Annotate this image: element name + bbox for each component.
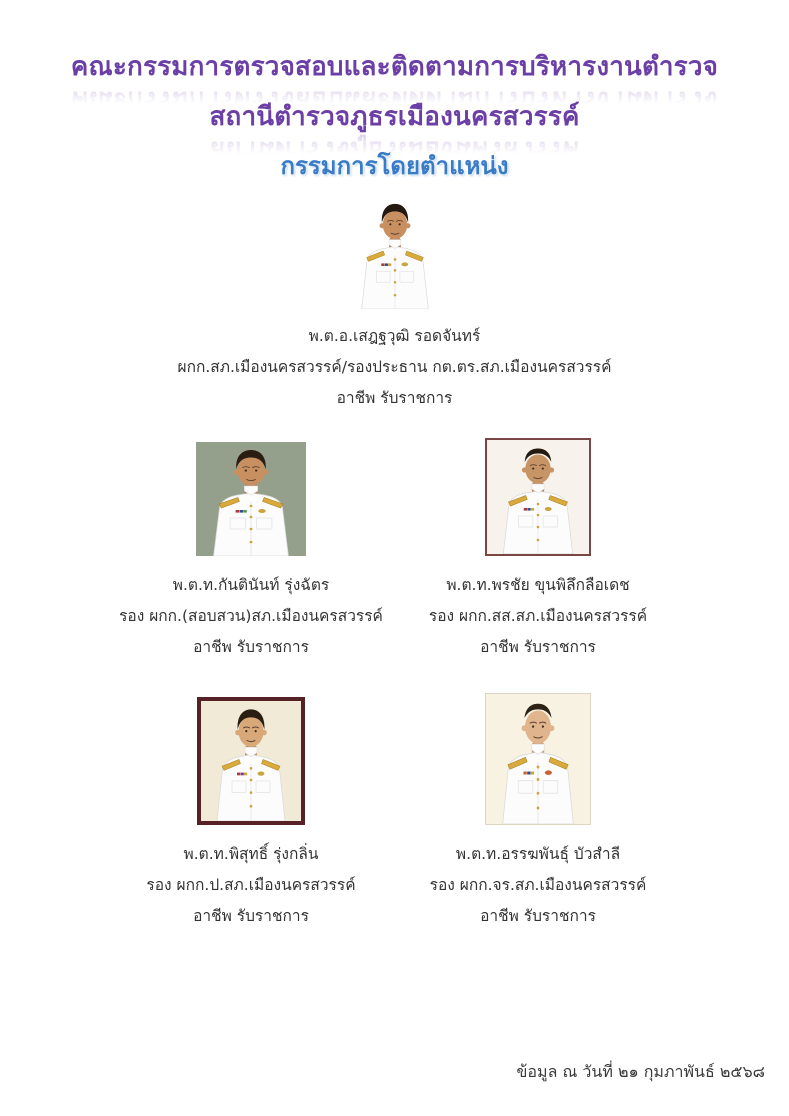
footer-note: ข้อมูล ณ วันที่ ๒๑ กุมภาพันธ์ ๒๕๖๘ (516, 1062, 765, 1081)
officer-portrait-image (346, 196, 444, 309)
member-occupation: อาชีพ รับราชการ (193, 638, 309, 656)
officer-portrait-image (201, 701, 301, 821)
officer-portrait-image (487, 440, 589, 554)
member-photo (197, 697, 305, 825)
members-row-1 (0, 438, 789, 663)
section-subtitle: กรรมการโดยตำแหน่ง (280, 152, 509, 180)
title-line-2: สถานีตำรวจภูธรเมืองนครสวรรค์ สถานีตำรวจภูธรเมืองนครสวรรค์ (0, 100, 789, 134)
member-occupation: อาชีพ รับราชการ (480, 907, 596, 925)
chairman-occupation: อาชีพ รับราชการ (336, 389, 453, 407)
member-card (108, 693, 395, 932)
officer-portrait-image (486, 694, 590, 824)
member-photo (196, 442, 306, 556)
member-name: พ.ต.ท.พรชัย ขุนพิลึกลือเดช (446, 576, 630, 594)
member-card (108, 438, 395, 663)
member-position: รอง ผกก.สส.สภ.เมืองนครสวรรค์ (428, 607, 648, 625)
member-position: รอง ผกก.ป.สภ.เมืองนครสวรรค์ (146, 876, 356, 894)
officer-portrait-image (196, 442, 306, 556)
member-card (395, 438, 682, 663)
member-name: พ.ต.ท.กันตินันท์ รุ่งฉัตร (172, 576, 330, 594)
members-row-2 (0, 693, 789, 932)
member-occupation: อาชีพ รับราชการ (480, 638, 596, 656)
member-photo (485, 693, 591, 825)
member-card (395, 693, 682, 932)
member-name: พ.ต.ท.พิสุทธิ์ รุ่งกลิ่น (183, 845, 319, 863)
title-line-1: คณะกรรมการตรวจสอบและติดตามการบริหารงานตำรวจ คณะกรรมการตรวจสอบและติดตามการบริหารงานตำรวจ (0, 50, 789, 84)
chairman-photo (346, 196, 444, 309)
member-photo (485, 438, 591, 556)
member-position: รอง ผกก.จร.สภ.เมืองนครสวรรค์ (429, 876, 647, 894)
member-name: พ.ต.ท.อรรฆพันธุ์ บัวสำลี (455, 845, 621, 863)
chairman-name: พ.ต.อ.เสฎฐวุฒิ รอดจันทร์ (308, 327, 481, 345)
chairman-position: ผกก.สภ.เมืองนครสวรรค์/รองประธาน กต.ตร.สภ.เมืองนครสวรรค์ (177, 358, 612, 376)
header (0, 0, 789, 182)
member-position: รอง ผกก.(สอบสวน)สภ.เมืองนครสวรรค์ (119, 607, 383, 625)
member-occupation: อาชีพ รับราชการ (193, 907, 309, 925)
chairman-card (0, 196, 789, 414)
